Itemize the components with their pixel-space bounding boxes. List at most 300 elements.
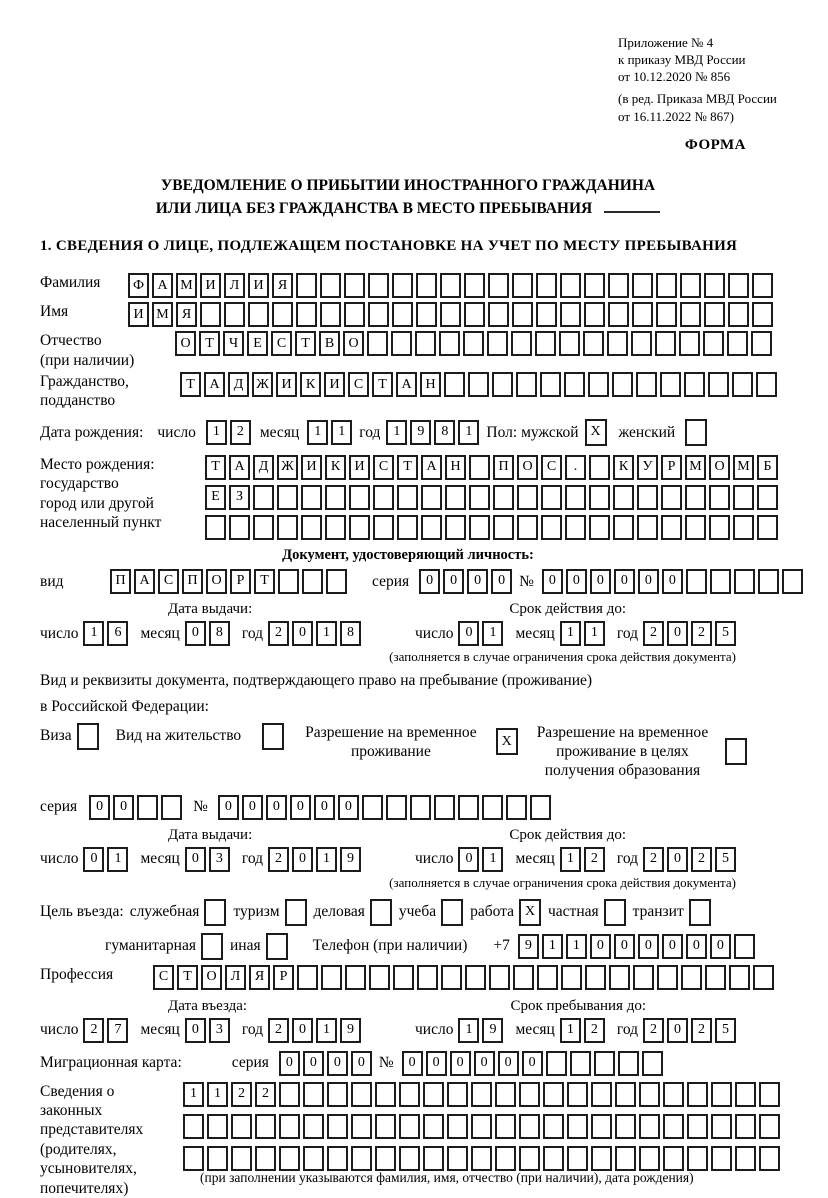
grid-cell[interactable]: И (128, 302, 149, 327)
grid-cell[interactable] (493, 515, 514, 540)
grid-cell[interactable] (733, 515, 754, 540)
grid-cell[interactable] (511, 331, 532, 356)
grid-cell[interactable]: 0 (590, 934, 611, 959)
grid-cell[interactable]: 0 (491, 569, 512, 594)
grid-cell[interactable] (471, 1146, 492, 1171)
grid-cell[interactable] (397, 485, 418, 510)
grid-cell[interactable]: 2 (230, 420, 251, 445)
grid-cell[interactable]: О (517, 455, 538, 480)
grid-cell[interactable]: 3 (209, 1018, 230, 1043)
grid-cell[interactable]: 9 (340, 847, 361, 872)
grid-cell[interactable] (277, 485, 298, 510)
grid-cell[interactable] (711, 1114, 732, 1139)
grid-cell[interactable] (207, 1146, 228, 1171)
grid-cell[interactable]: Я (249, 965, 270, 990)
grid-cell[interactable] (231, 1114, 252, 1139)
grid-cell[interactable]: 0 (474, 1051, 495, 1076)
grid-cell[interactable] (440, 273, 461, 298)
grid-cell[interactable]: 2 (255, 1082, 276, 1107)
grid-cell[interactable]: 8 (340, 621, 361, 646)
grid-cell[interactable] (530, 795, 551, 820)
grid-cell[interactable] (278, 569, 299, 594)
grid-cell[interactable]: 1 (482, 621, 503, 646)
grid-cell[interactable] (255, 1114, 276, 1139)
grid-cell[interactable] (399, 1146, 420, 1171)
grid-cell[interactable]: Я (176, 302, 197, 327)
grid-cell[interactable] (639, 1114, 660, 1139)
grid-cell[interactable] (296, 302, 317, 327)
grid-cell[interactable] (517, 485, 538, 510)
grid-cell[interactable]: Т (254, 569, 275, 594)
grid-cell[interactable]: М (685, 455, 706, 480)
grid-cell[interactable]: Т (205, 455, 226, 480)
grid-cell[interactable] (613, 515, 634, 540)
grid-cell[interactable]: Р (273, 965, 294, 990)
grid-cell[interactable] (685, 515, 706, 540)
grid-cell[interactable]: П (182, 569, 203, 594)
grid-cell[interactable] (615, 1082, 636, 1107)
grid-cell[interactable] (231, 1146, 252, 1171)
grid-cell[interactable]: Ж (277, 455, 298, 480)
grid-cell[interactable]: А (134, 569, 155, 594)
grid-cell[interactable] (537, 965, 558, 990)
grid-cell[interactable] (320, 273, 341, 298)
grid-cell[interactable] (296, 273, 317, 298)
grid-cell[interactable]: 1 (183, 1082, 204, 1107)
grid-cell[interactable] (397, 515, 418, 540)
grid-cell[interactable]: 0 (467, 569, 488, 594)
grid-cell[interactable] (632, 273, 653, 298)
grid-cell[interactable]: 0 (662, 934, 683, 959)
grid-cell[interactable]: 0 (426, 1051, 447, 1076)
checkbox-transit[interactable] (689, 899, 711, 926)
grid-cell[interactable] (589, 515, 610, 540)
grid-cell[interactable] (441, 965, 462, 990)
grid-cell[interactable]: 9 (410, 420, 431, 445)
grid-cell[interactable]: О (709, 455, 730, 480)
grid-cell[interactable]: 0 (542, 569, 563, 594)
grid-cell[interactable] (469, 485, 490, 510)
grid-cell[interactable] (416, 273, 437, 298)
grid-cell[interactable]: 0 (327, 1051, 348, 1076)
grid-cell[interactable]: Е (247, 331, 268, 356)
grid-cell[interactable] (564, 372, 585, 397)
grid-cell[interactable] (255, 1146, 276, 1171)
grid-cell[interactable] (612, 372, 633, 397)
grid-cell[interactable] (517, 515, 538, 540)
grid-cell[interactable] (782, 569, 803, 594)
grid-cell[interactable]: Е (205, 485, 226, 510)
grid-cell[interactable] (660, 372, 681, 397)
grid-cell[interactable] (297, 965, 318, 990)
grid-cell[interactable]: У (637, 455, 658, 480)
grid-cell[interactable] (373, 515, 394, 540)
grid-cell[interactable] (207, 1114, 228, 1139)
grid-cell[interactable] (495, 1146, 516, 1171)
grid-cell[interactable]: 9 (340, 1018, 361, 1043)
grid-cell[interactable] (445, 515, 466, 540)
grid-cell[interactable] (301, 515, 322, 540)
checkbox-work[interactable]: X (519, 899, 541, 926)
grid-cell[interactable] (488, 273, 509, 298)
grid-cell[interactable]: 5 (715, 1018, 736, 1043)
grid-cell[interactable]: А (396, 372, 417, 397)
grid-cell[interactable]: 2 (584, 1018, 605, 1043)
grid-cell[interactable] (756, 372, 777, 397)
grid-cell[interactable]: Т (397, 455, 418, 480)
grid-cell[interactable] (733, 485, 754, 510)
grid-cell[interactable] (608, 273, 629, 298)
grid-cell[interactable]: 0 (443, 569, 464, 594)
grid-cell[interactable] (663, 1114, 684, 1139)
grid-cell[interactable] (567, 1146, 588, 1171)
grid-cell[interactable] (447, 1146, 468, 1171)
checkbox-tourism[interactable] (285, 899, 307, 926)
grid-cell[interactable] (734, 934, 755, 959)
grid-cell[interactable]: 0 (419, 569, 440, 594)
grid-cell[interactable]: 0 (242, 795, 263, 820)
grid-cell[interactable]: 2 (643, 1018, 664, 1043)
grid-cell[interactable] (248, 302, 269, 327)
grid-cell[interactable]: Т (372, 372, 393, 397)
grid-cell[interactable] (344, 273, 365, 298)
grid-cell[interactable] (440, 302, 461, 327)
grid-cell[interactable] (536, 273, 557, 298)
grid-cell[interactable]: Л (225, 965, 246, 990)
grid-cell[interactable]: 0 (667, 1018, 688, 1043)
grid-cell[interactable]: 1 (458, 1018, 479, 1043)
grid-cell[interactable]: . (565, 455, 586, 480)
grid-cell[interactable]: 1 (331, 420, 352, 445)
grid-cell[interactable] (368, 273, 389, 298)
grid-cell[interactable]: 2 (268, 621, 289, 646)
grid-cell[interactable] (753, 965, 774, 990)
grid-cell[interactable] (229, 515, 250, 540)
grid-cell[interactable]: П (493, 455, 514, 480)
grid-cell[interactable] (759, 1114, 780, 1139)
grid-cell[interactable] (321, 965, 342, 990)
grid-cell[interactable]: 0 (450, 1051, 471, 1076)
grid-cell[interactable]: 0 (710, 934, 731, 959)
grid-cell[interactable]: 0 (218, 795, 239, 820)
grid-cell[interactable] (546, 1051, 567, 1076)
grid-cell[interactable]: 0 (292, 847, 313, 872)
grid-cell[interactable] (680, 302, 701, 327)
checkbox-official[interactable] (204, 899, 226, 926)
grid-cell[interactable]: 0 (614, 569, 635, 594)
grid-cell[interactable] (541, 485, 562, 510)
grid-cell[interactable] (469, 515, 490, 540)
grid-cell[interactable]: 0 (662, 569, 683, 594)
grid-cell[interactable]: Л (224, 273, 245, 298)
grid-cell[interactable] (487, 331, 508, 356)
grid-cell[interactable]: 1 (307, 420, 328, 445)
grid-cell[interactable] (349, 515, 370, 540)
grid-cell[interactable] (512, 302, 533, 327)
grid-cell[interactable]: 0 (614, 934, 635, 959)
grid-cell[interactable]: С (373, 455, 394, 480)
grid-cell[interactable] (447, 1114, 468, 1139)
grid-cell[interactable]: К (325, 455, 346, 480)
checkbox-business[interactable] (370, 899, 392, 926)
grid-cell[interactable]: Т (177, 965, 198, 990)
grid-cell[interactable] (421, 485, 442, 510)
grid-cell[interactable]: Ф (128, 273, 149, 298)
grid-cell[interactable] (757, 485, 778, 510)
grid-cell[interactable] (344, 302, 365, 327)
grid-cell[interactable] (559, 331, 580, 356)
grid-cell[interactable] (495, 1114, 516, 1139)
grid-cell[interactable]: 2 (643, 621, 664, 646)
grid-cell[interactable] (375, 1146, 396, 1171)
grid-cell[interactable] (710, 569, 731, 594)
grid-cell[interactable] (327, 1146, 348, 1171)
grid-cell[interactable]: Я (272, 273, 293, 298)
grid-cell[interactable]: 0 (292, 1018, 313, 1043)
grid-cell[interactable] (608, 302, 629, 327)
grid-cell[interactable] (493, 485, 514, 510)
grid-cell[interactable]: М (733, 455, 754, 480)
grid-cell[interactable]: 9 (482, 1018, 503, 1043)
grid-cell[interactable]: 1 (560, 847, 581, 872)
grid-cell[interactable]: 0 (458, 621, 479, 646)
grid-cell[interactable]: 0 (667, 847, 688, 872)
grid-cell[interactable] (615, 1114, 636, 1139)
grid-cell[interactable] (704, 302, 725, 327)
grid-cell[interactable]: 7 (107, 1018, 128, 1043)
grid-cell[interactable] (618, 1051, 639, 1076)
grid-cell[interactable]: 2 (691, 621, 712, 646)
grid-cell[interactable] (447, 1082, 468, 1107)
checkbox-rvp[interactable]: X (496, 728, 518, 755)
grid-cell[interactable] (386, 795, 407, 820)
grid-cell[interactable] (655, 331, 676, 356)
grid-cell[interactable]: 9 (518, 934, 539, 959)
grid-cell[interactable] (615, 1146, 636, 1171)
grid-cell[interactable] (589, 485, 610, 510)
grid-cell[interactable] (410, 795, 431, 820)
grid-cell[interactable] (303, 1146, 324, 1171)
grid-cell[interactable] (708, 372, 729, 397)
grid-cell[interactable] (734, 569, 755, 594)
grid-cell[interactable] (637, 515, 658, 540)
grid-cell[interactable] (439, 331, 460, 356)
grid-cell[interactable]: 0 (113, 795, 134, 820)
grid-cell[interactable] (224, 302, 245, 327)
grid-cell[interactable]: 1 (560, 621, 581, 646)
grid-cell[interactable] (444, 372, 465, 397)
grid-cell[interactable]: 3 (209, 847, 230, 872)
grid-cell[interactable]: Д (228, 372, 249, 397)
grid-cell[interactable] (482, 795, 503, 820)
grid-cell[interactable]: Н (420, 372, 441, 397)
grid-cell[interactable] (540, 372, 561, 397)
checkbox-residence-permit[interactable] (262, 723, 284, 750)
grid-cell[interactable]: Д (253, 455, 274, 480)
grid-cell[interactable] (589, 455, 610, 480)
grid-cell[interactable]: 2 (643, 847, 664, 872)
grid-cell[interactable] (735, 1146, 756, 1171)
grid-cell[interactable]: С (348, 372, 369, 397)
grid-cell[interactable]: 0 (667, 621, 688, 646)
grid-cell[interactable]: 0 (279, 1051, 300, 1076)
grid-cell[interactable] (415, 331, 436, 356)
grid-cell[interactable]: 8 (209, 621, 230, 646)
grid-cell[interactable] (685, 485, 706, 510)
grid-cell[interactable] (591, 1114, 612, 1139)
grid-cell[interactable]: 2 (691, 1018, 712, 1043)
grid-cell[interactable] (727, 331, 748, 356)
grid-cell[interactable] (541, 515, 562, 540)
grid-cell[interactable] (495, 1082, 516, 1107)
grid-cell[interactable]: 0 (290, 795, 311, 820)
grid-cell[interactable] (535, 331, 556, 356)
grid-cell[interactable]: 5 (715, 621, 736, 646)
grid-cell[interactable] (492, 372, 513, 397)
grid-cell[interactable]: С (158, 569, 179, 594)
grid-cell[interactable]: М (176, 273, 197, 298)
grid-cell[interactable] (301, 485, 322, 510)
grid-cell[interactable] (543, 1082, 564, 1107)
grid-cell[interactable] (489, 965, 510, 990)
grid-cell[interactable] (516, 372, 537, 397)
grid-cell[interactable]: Р (230, 569, 251, 594)
grid-cell[interactable] (661, 485, 682, 510)
grid-cell[interactable] (349, 485, 370, 510)
grid-cell[interactable] (583, 331, 604, 356)
grid-cell[interactable] (519, 1082, 540, 1107)
grid-cell[interactable]: И (349, 455, 370, 480)
grid-cell[interactable]: 1 (83, 621, 104, 646)
grid-cell[interactable] (327, 1082, 348, 1107)
grid-cell[interactable] (327, 1114, 348, 1139)
grid-cell[interactable] (543, 1146, 564, 1171)
grid-cell[interactable] (709, 485, 730, 510)
grid-cell[interactable]: 0 (566, 569, 587, 594)
grid-cell[interactable]: 1 (107, 847, 128, 872)
grid-cell[interactable] (183, 1114, 204, 1139)
grid-cell[interactable]: И (301, 455, 322, 480)
grid-cell[interactable] (277, 515, 298, 540)
grid-cell[interactable] (663, 1082, 684, 1107)
grid-cell[interactable] (345, 965, 366, 990)
grid-cell[interactable] (279, 1146, 300, 1171)
grid-cell[interactable] (423, 1146, 444, 1171)
grid-cell[interactable]: 0 (303, 1051, 324, 1076)
grid-cell[interactable]: А (152, 273, 173, 298)
grid-cell[interactable] (705, 965, 726, 990)
grid-cell[interactable] (584, 302, 605, 327)
grid-cell[interactable] (687, 1082, 708, 1107)
checkbox-female[interactable] (685, 419, 707, 446)
grid-cell[interactable]: 1 (316, 1018, 337, 1043)
grid-cell[interactable] (367, 331, 388, 356)
grid-cell[interactable] (639, 1082, 660, 1107)
grid-cell[interactable] (632, 302, 653, 327)
grid-cell[interactable] (391, 331, 412, 356)
grid-cell[interactable] (183, 1146, 204, 1171)
grid-cell[interactable] (468, 372, 489, 397)
grid-cell[interactable] (421, 515, 442, 540)
grid-cell[interactable] (637, 485, 658, 510)
grid-cell[interactable] (369, 965, 390, 990)
grid-cell[interactable] (591, 1082, 612, 1107)
grid-cell[interactable] (594, 1051, 615, 1076)
grid-cell[interactable]: 0 (590, 569, 611, 594)
grid-cell[interactable]: 1 (566, 934, 587, 959)
grid-cell[interactable] (642, 1051, 663, 1076)
grid-cell[interactable]: 0 (351, 1051, 372, 1076)
grid-cell[interactable] (464, 273, 485, 298)
grid-cell[interactable]: 5 (715, 847, 736, 872)
grid-cell[interactable] (735, 1114, 756, 1139)
grid-cell[interactable] (703, 331, 724, 356)
grid-cell[interactable] (469, 455, 490, 480)
grid-cell[interactable] (272, 302, 293, 327)
grid-cell[interactable] (588, 372, 609, 397)
grid-cell[interactable]: О (206, 569, 227, 594)
grid-cell[interactable] (728, 302, 749, 327)
grid-cell[interactable] (161, 795, 182, 820)
grid-cell[interactable]: 1 (207, 1082, 228, 1107)
grid-cell[interactable]: 1 (316, 621, 337, 646)
grid-cell[interactable] (633, 965, 654, 990)
grid-cell[interactable] (458, 795, 479, 820)
grid-cell[interactable] (200, 302, 221, 327)
grid-cell[interactable] (375, 1082, 396, 1107)
grid-cell[interactable] (735, 1082, 756, 1107)
grid-cell[interactable] (732, 372, 753, 397)
grid-cell[interactable] (757, 515, 778, 540)
grid-cell[interactable] (513, 965, 534, 990)
grid-cell[interactable]: 1 (560, 1018, 581, 1043)
grid-cell[interactable] (636, 372, 657, 397)
grid-cell[interactable]: 0 (185, 847, 206, 872)
grid-cell[interactable]: Т (199, 331, 220, 356)
grid-cell[interactable]: 0 (185, 621, 206, 646)
grid-cell[interactable] (417, 965, 438, 990)
grid-cell[interactable]: 2 (83, 1018, 104, 1043)
grid-cell[interactable] (709, 515, 730, 540)
grid-cell[interactable]: 1 (542, 934, 563, 959)
grid-cell[interactable] (325, 515, 346, 540)
grid-cell[interactable] (759, 1082, 780, 1107)
grid-cell[interactable] (253, 515, 274, 540)
grid-cell[interactable]: 0 (314, 795, 335, 820)
grid-cell[interactable] (445, 485, 466, 510)
grid-cell[interactable]: О (343, 331, 364, 356)
grid-cell[interactable] (465, 965, 486, 990)
grid-cell[interactable] (362, 795, 383, 820)
grid-cell[interactable]: А (229, 455, 250, 480)
grid-cell[interactable] (759, 1146, 780, 1171)
grid-cell[interactable] (687, 1146, 708, 1171)
grid-cell[interactable]: 2 (268, 847, 289, 872)
grid-cell[interactable]: 6 (107, 621, 128, 646)
grid-cell[interactable]: С (153, 965, 174, 990)
grid-cell[interactable] (585, 965, 606, 990)
grid-cell[interactable] (471, 1082, 492, 1107)
grid-cell[interactable] (679, 331, 700, 356)
grid-cell[interactable] (519, 1114, 540, 1139)
grid-cell[interactable]: Б (757, 455, 778, 480)
grid-cell[interactable] (657, 965, 678, 990)
grid-cell[interactable] (279, 1082, 300, 1107)
grid-cell[interactable]: 0 (686, 934, 707, 959)
grid-cell[interactable]: В (319, 331, 340, 356)
grid-cell[interactable] (392, 302, 413, 327)
grid-cell[interactable] (392, 273, 413, 298)
